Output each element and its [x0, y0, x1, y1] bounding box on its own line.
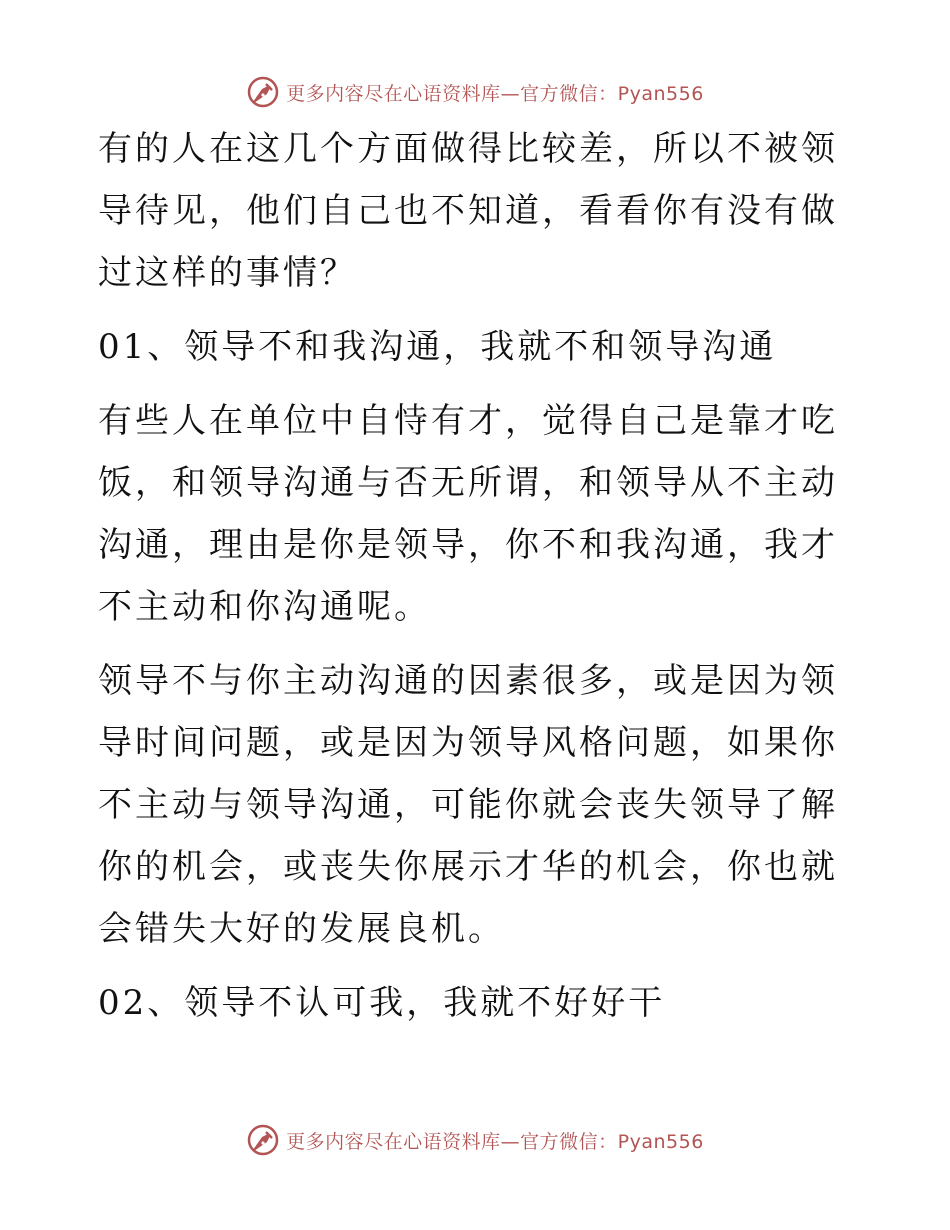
pen-nib-logo-icon	[246, 1123, 280, 1157]
document-body	[98, 118, 858, 1046]
footer-banner-text: 更多内容尽在心语资料库—官方微信：Pyan556	[286, 1130, 704, 1153]
section-heading-01: 01、领导不和我沟通，我就不和领导沟通	[98, 327, 777, 367]
header-banner-text: 更多内容尽在心语资料库—官方微信：Pyan556	[286, 82, 704, 105]
section-heading-02: 02、领导不认可我，我就不好好干	[98, 983, 666, 1023]
paragraph-section-01-b: 领导不与你主动沟通的因素很多，或是因为领导时间问题，或是因为领导风格问题，如果你不主动与领导沟通，可能你就会丧失领导了解你的机会，或丧失你展示才华的机会，你也就会错失大好的发展良机。	[98, 661, 838, 949]
paragraph-section-01-a: 有些人在单位中自恃有才，觉得自己是靠才吃饭，和领导沟通与否无所谓，和领导从不主动沟通，理由是你是领导，你不和我沟通，我才不主动和你沟通呢。	[98, 401, 838, 627]
pen-nib-logo-icon	[246, 75, 280, 109]
footer-banner	[0, 1120, 950, 1160]
paragraph-intro: 有的人在这几个方面做得比较差，所以不被领导待见，他们自己也不知道，看看你有没有做过这样的事情？	[98, 129, 838, 293]
header-banner	[0, 72, 950, 112]
